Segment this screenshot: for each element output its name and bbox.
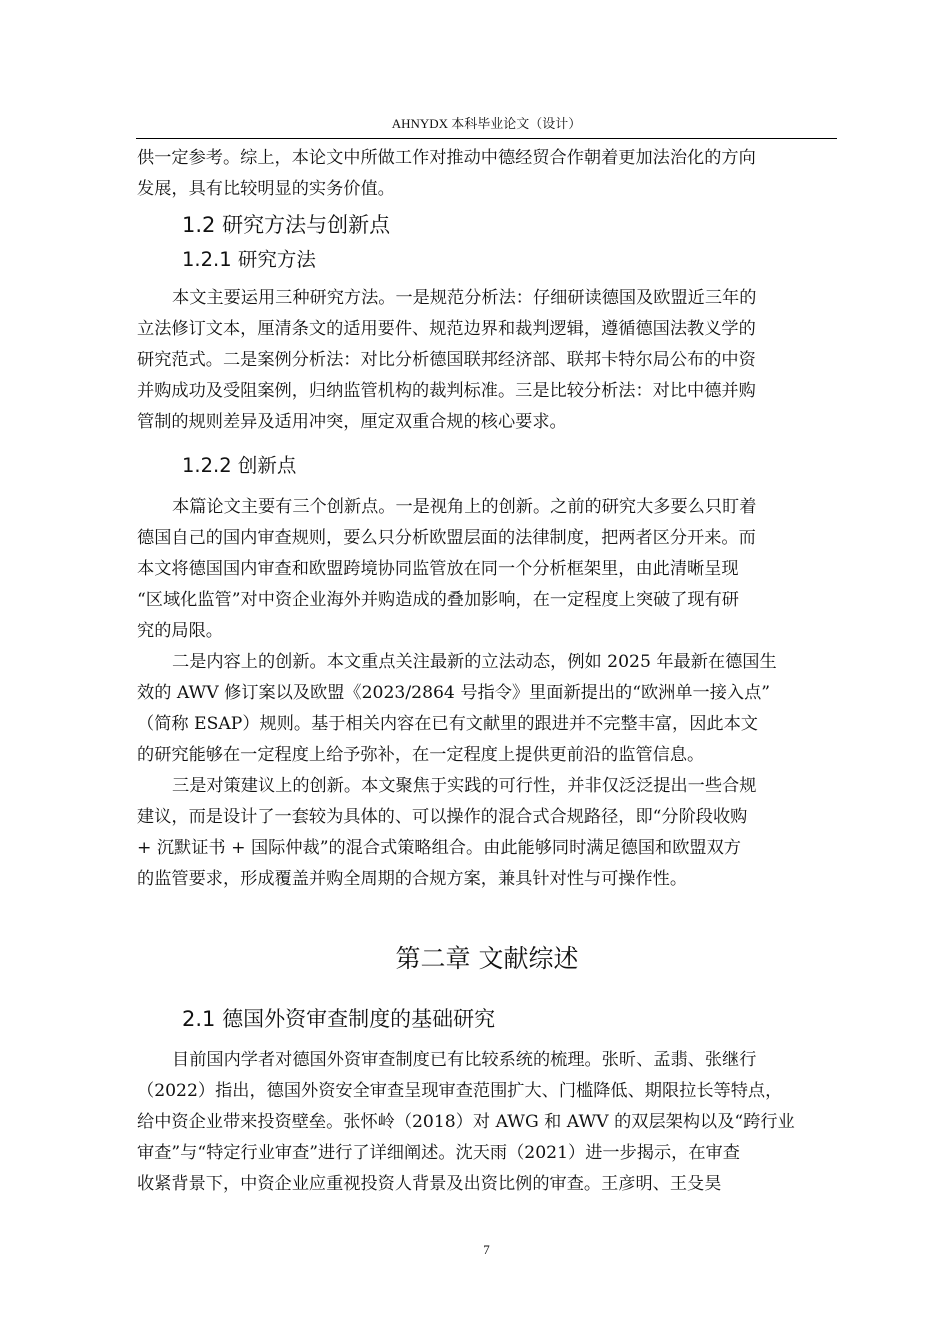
text-line: 效的 AWV 修订案以及欧盟《2023/2864 号指令》里面新提出的“欧洲单一接入点” — [137, 683, 771, 703]
text-line: 立法修订文本，厘清条文的适用要件、规范边界和裁判逻辑，遵循德国法教义学的 — [137, 319, 756, 339]
running-header: AHNYDX 本科毕业论文（设计） — [391, 116, 582, 131]
text-line: 管制的规则差异及适用冲突，厘定双重合规的核心要求。 — [137, 412, 567, 432]
text-line: 本篇论文主要有三个创新点。一是视角上的创新。之前的研究大多要么只盯着 — [172, 497, 757, 517]
section-heading-1-2: 1.2 研究方法与创新点 — [182, 213, 391, 237]
literature-paragraph — [137, 1045, 837, 1200]
methods-paragraph — [137, 283, 837, 438]
text-line: 的研究能够在一定程度上给予弥补，在一定程度上提供更前沿的监管信息。 — [137, 745, 705, 765]
innovation-paragraph-3 — [137, 771, 837, 895]
text-line: （2022）指出，德国外资安全审查呈现审查范围扩大、门槛降低、期限拉长等特点， — [137, 1081, 783, 1101]
text-line: 二是内容上的创新。本文重点关注最新的立法动态，例如 2025 年最新在德国生 — [172, 652, 777, 672]
chapter-heading-2: 第二章 文献综述 — [395, 944, 579, 973]
subsection-heading-1-2-1: 1.2.1 研究方法 — [182, 248, 316, 271]
text-line: 发展，具有比较明显的实务价值。 — [137, 179, 395, 199]
text-line: 目前国内学者对德国外资审查制度已有比较系统的梳理。张昕、孟翡、张继行 — [172, 1050, 757, 1070]
page-number: 7 — [483, 1242, 490, 1257]
text-line: 给中资企业带来投资壁垒。张怀岭（2018）对 AWG 和 AWV 的双层架构以及“跨行业 — [137, 1112, 795, 1132]
text-line: 研究范式。二是案例分析法：对比分析德国联邦经济部、联邦卡特尔局公布的中资 — [137, 350, 756, 370]
section-heading-2-1: 2.1 德国外资审查制度的基础研究 — [182, 1007, 496, 1031]
text-line: 的监管要求，形成覆盖并购全周期的合规方案，兼具针对性与可操作性。 — [137, 869, 688, 889]
text-line: “区域化监管”对中资企业海外并购造成的叠加影响，在一定程度上突破了现有研 — [137, 590, 739, 610]
subsection-heading-1-2-2: 1.2.2 创新点 — [182, 454, 297, 477]
text-line: 并购成功及受阻案例，归纳监管机构的裁判标准。三是比较分析法：对比中德并购 — [137, 381, 756, 401]
text-line: + 沉默证书 + 国际仲裁”的混合式策略组合。由此能够同时满足德国和欧盟双方 — [137, 838, 741, 858]
text-line: 本文主要运用三种研究方法。一是规范分析法：仔细研读德国及欧盟近三年的 — [172, 288, 757, 308]
text-line: 供一定参考。综上，本论文中所做工作对推动中德经贸合作朝着更加法治化的方向 — [137, 148, 756, 168]
text-line: 究的局限。 — [137, 621, 223, 641]
text-line: 本文将德国国内审查和欧盟跨境协同监管放在同一个分析框架里，由此清晰呈现 — [137, 559, 739, 579]
text-line: 三是对策建议上的创新。本文聚焦于实践的可行性，并非仅泛泛提出一些合规 — [172, 776, 757, 796]
text-line: 审查”与“特定行业审查”进行了详细阐述。沈天雨（2021）进一步揭示，在审查 — [137, 1143, 740, 1163]
innovation-paragraph-2 — [137, 647, 837, 771]
intro-paragraph — [137, 143, 837, 205]
text-line: 收紧背景下，中资企业应重视投资人背景及出资比例的审查。王彦明、王殳昊 — [137, 1174, 722, 1194]
text-line: 建议，而是设计了一套较为具体的、可以操作的混合式合规路径，即“分阶段收购 — [137, 807, 748, 827]
text-line: （简称 ESAP）规则。基于相关内容在已有文献里的跟进并不完整丰富，因此本文 — [137, 714, 758, 734]
innovation-paragraph-1 — [137, 492, 837, 647]
text-line: 德国自己的国内审查规则，要么只分析欧盟层面的法律制度，把两者区分开来。而 — [137, 528, 756, 548]
header-rule — [136, 138, 837, 139]
